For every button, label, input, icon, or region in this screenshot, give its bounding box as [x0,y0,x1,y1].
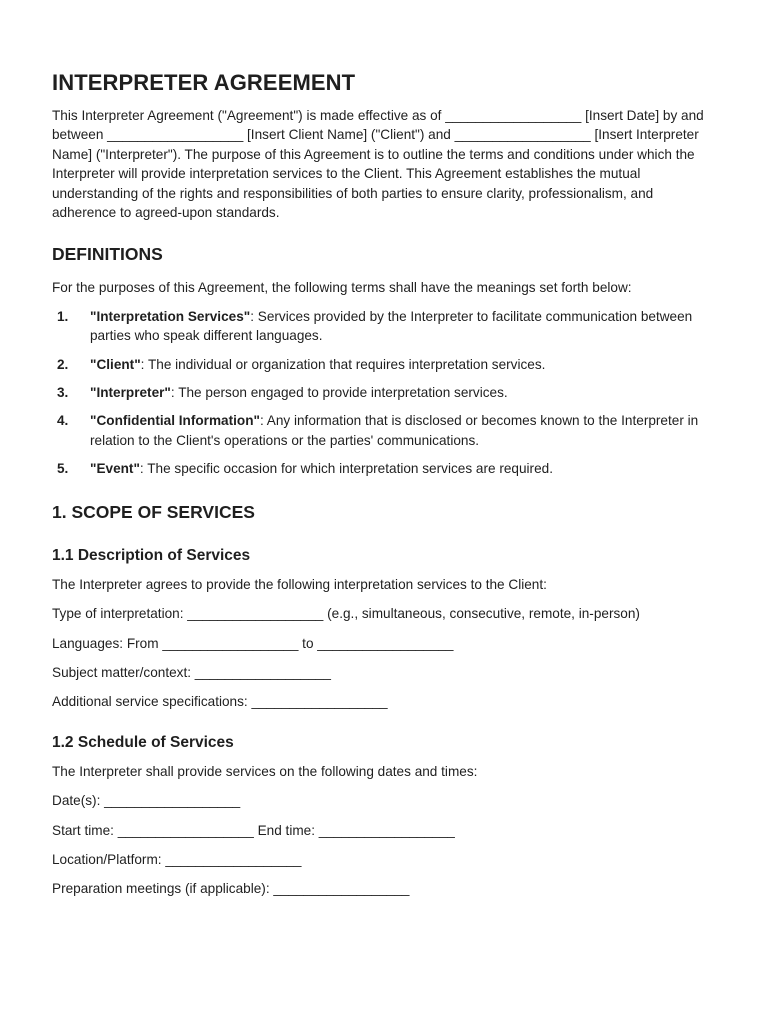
definition-body [90,307,720,346]
definition-number: 5. [57,461,69,477]
type-of-interpretation-line: Type of interpretation: __________________ (e.g., simultaneous, consecutive, remote, in-person) [52,606,640,622]
definition-text: : Any information that is disclosed or becomes known to the Interpreter in relation to the Client's operations or the parties' communications. [90,413,699,448]
definition-number: 3. [57,385,69,401]
definition-item [52,411,720,450]
definition-body [90,411,720,450]
definition-number: 2. [57,356,69,372]
definition-text: : The individual or organization that requires interpretation services. [140,356,546,372]
definition-term: "Interpretation Services" [90,308,251,324]
definitions-list [52,307,720,479]
definition-number: 4. [57,413,69,429]
languages-line: Languages: From __________________ to __________________ [52,635,454,651]
definition-term: "Event" [90,461,140,477]
dates-line: Date(s): __________________ [52,793,241,809]
definition-item [52,459,720,478]
definition-number: 1. [57,308,69,324]
definition-text: : The specific occasion for which interpretation services are required. [139,461,553,477]
subject-matter-line: Subject matter/context: __________________ [52,664,331,680]
definition-body [90,383,720,402]
scope-heading: 1. SCOPE OF SERVICES [52,501,255,522]
definition-term: "Client" [90,356,141,372]
definition-text: : Services provided by the Interpreter to facilitate communication between parties who speak different languages. [90,308,693,344]
time-line: Start time: __________________ End time: __________________ [52,822,455,838]
definition-item [52,307,720,346]
description-heading: 1.1 Description of Services [52,546,251,564]
description-intro: The Interpreter agrees to provide the following interpretation services to the Client: [52,576,547,592]
intro-paragraph: This Interpreter Agreement ("Agreement") is made effective as of __________________ [Insert Date] by and between __________________ [Insert Client Name] ("Client") and __________________ [Insert Interpreter Name] ("Interpreter"). The purpose of this Agreement is to outline the terms and conditions under which the Interpreter will provide interpretation services to the Client. This Agreement establishes the mutual understanding of the rights and responsibilities of both parties to ensure clarity, professionalism, and adherence to agreed-upon standards. [52,108,704,221]
definitions-heading: DEFINITIONS [52,244,163,265]
definition-body [90,355,720,374]
additional-specifications-line: Additional service specifications: __________________ [52,694,388,710]
preparation-meetings-line: Preparation meetings (if applicable): __________________ [52,881,410,897]
schedule-intro: The Interpreter shall provide services on the following dates and times: [52,763,478,779]
definition-item [52,383,720,402]
definition-text: : The person engaged to provide interpretation services. [170,385,508,401]
definition-item [52,355,720,374]
location-line: Location/Platform: __________________ [52,851,302,867]
schedule-heading: 1.2 Schedule of Services [52,733,234,751]
definitions-intro: For the purposes of this Agreement, the following terms shall have the meanings set forth below: [52,280,632,296]
definition-body [90,459,720,478]
document-title: INTERPRETER AGREEMENT [52,70,356,95]
document-page [52,70,720,899]
definition-term: "Confidential Information" [90,413,260,429]
definition-term: "Interpreter" [90,385,171,401]
